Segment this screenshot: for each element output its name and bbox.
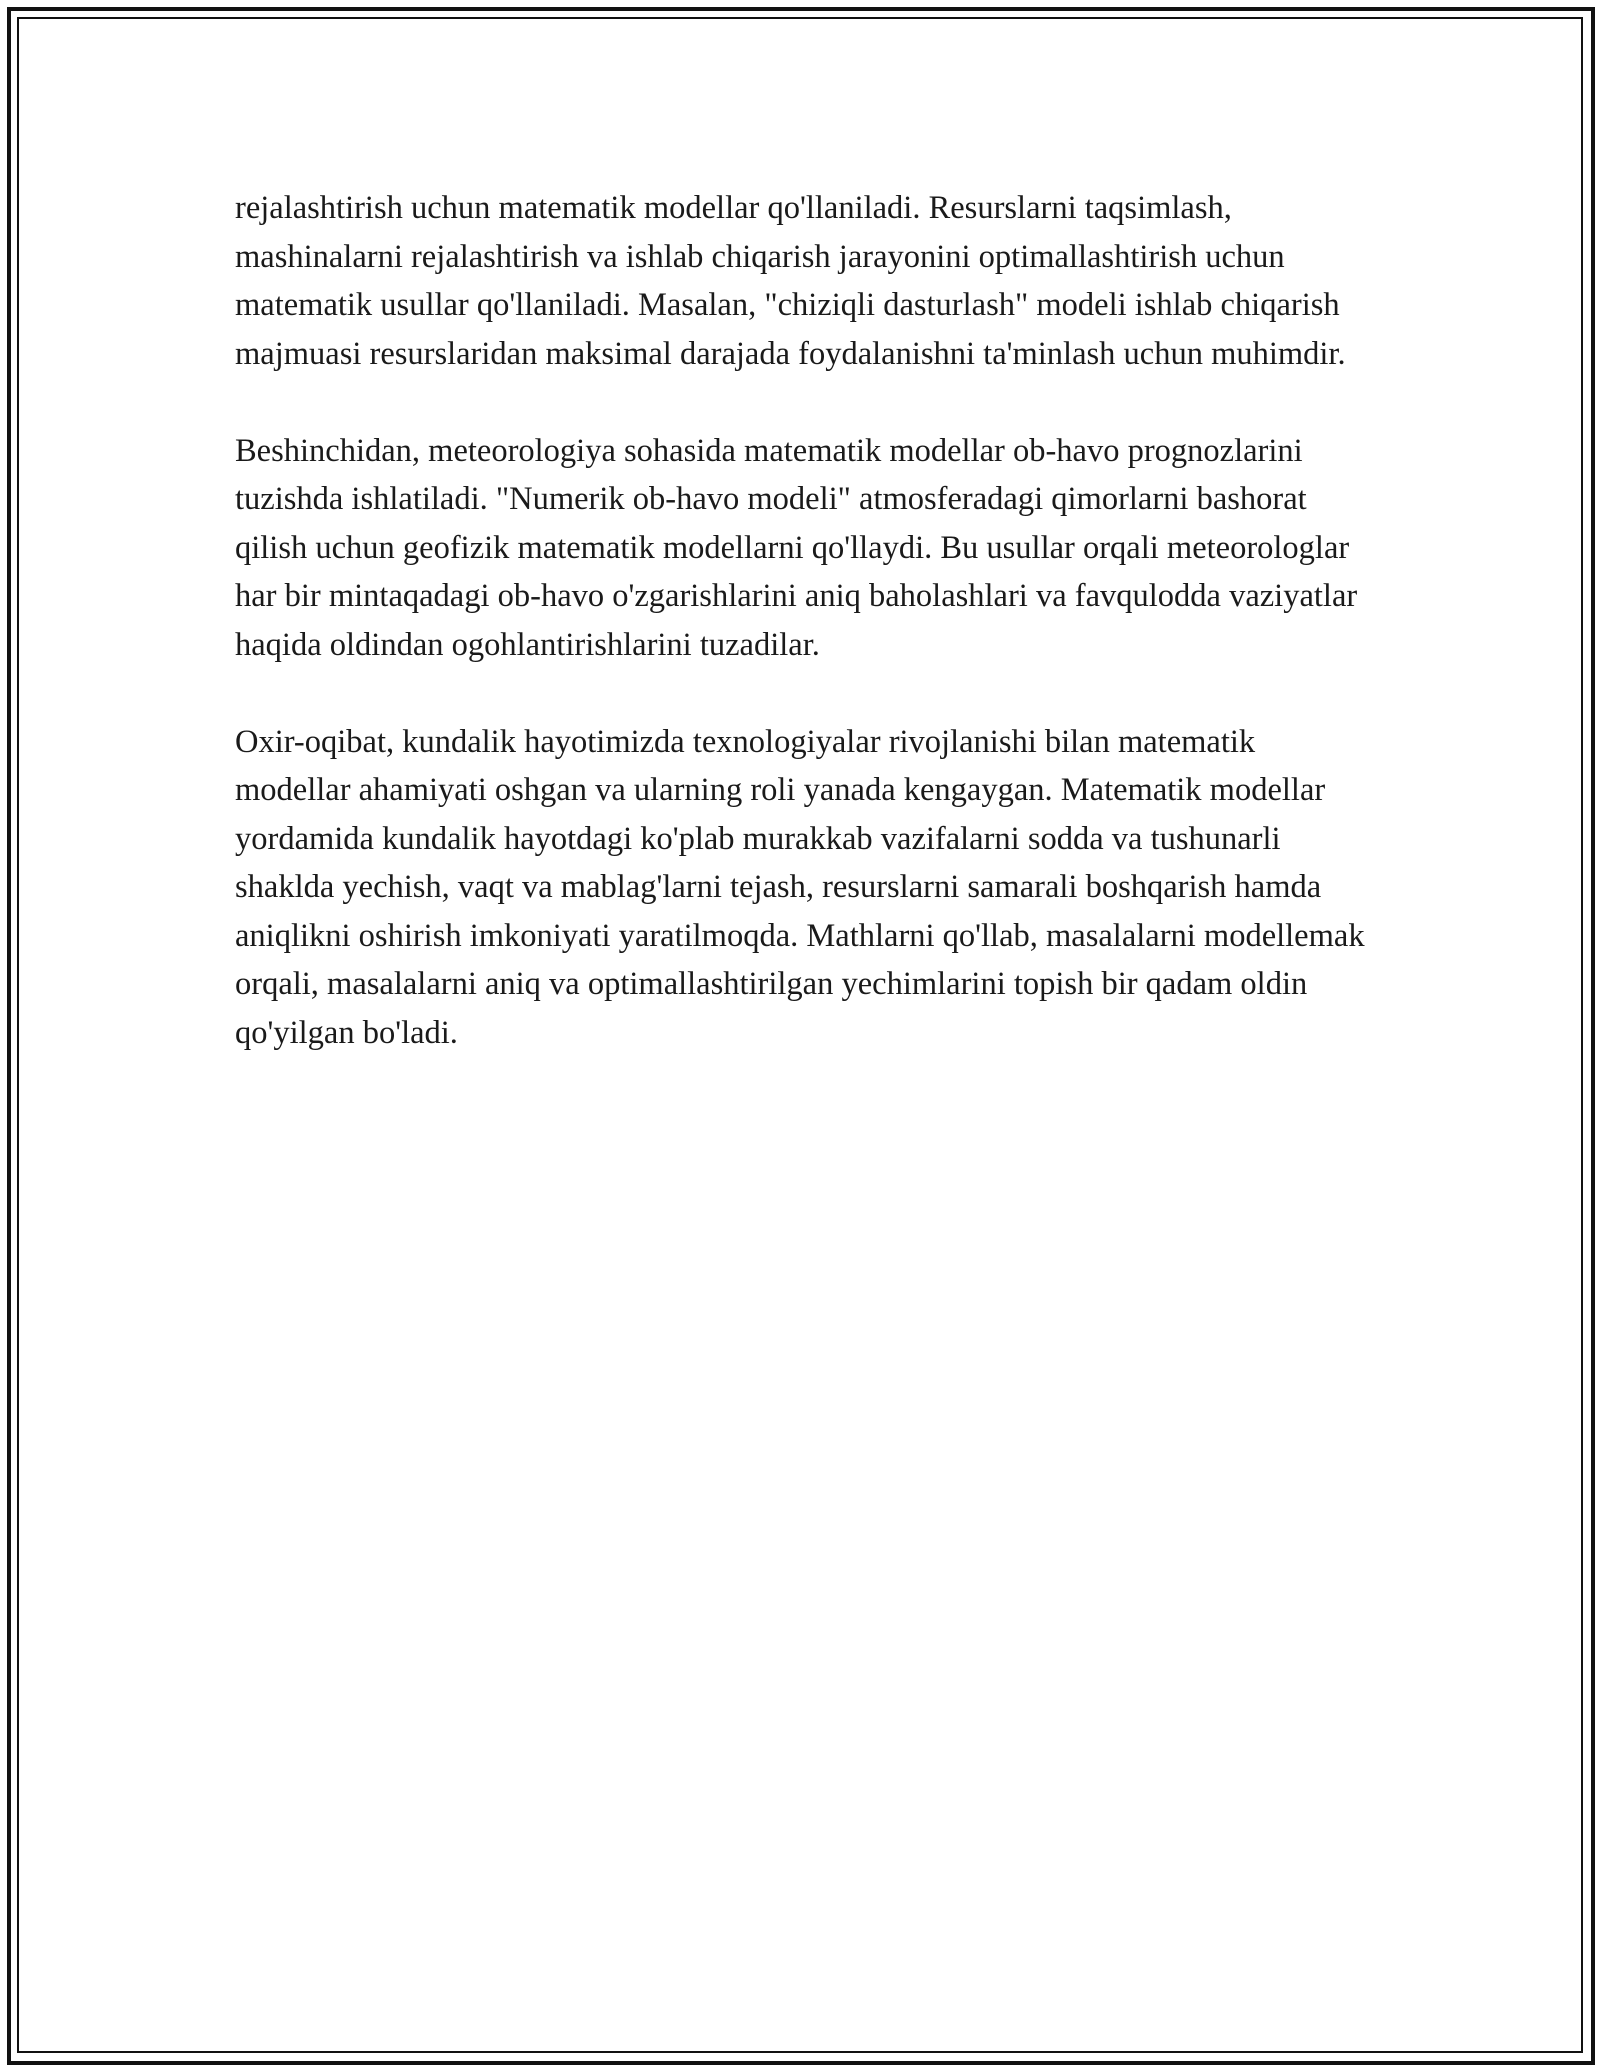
paragraph-resource-planning: rejalashtirish uchun matematik modellar qo'llaniladi. Resurslarni taqsimlash, mashinalarni rejalashtirish va ishlab chiqarish jarayonini optimallashtirish uchun matematik usullar qo'llaniladi. Masalan, "chiziqli dasturlash" modeli ishlab chiqarish majmuasi resurslaridan maksimal darajada foydalanishni ta'minlash uchun muhimdir. xyxy=(235,190,1346,372)
paragraph-meteorology: Beshinchidan, meteorologiya sohasida matematik modellar ob-havo prognozlarini tuzishda ishlatiladi. "Numerik ob-havo modeli" atmosferadagi qimorlarni bashorat qilish uchun geofizik matematik modellarni qo'llaydi. Bu usullar orqali meteorologlar har bir mintaqadagi ob-havo o'zgarishlarini aniq baholashlari va favqulodda vaziyatlar haqida oldindan ogohlantirishlarini tuzadilar. xyxy=(235,432,1358,663)
document-body xyxy=(235,184,1365,1106)
paragraph-conclusion: Oxir-oqibat, kundalik hayotimizda texnologiyalar rivojlanishi bilan matematik modellar ahamiyati oshgan va ularning roli yanada kengaygan. Matematik modellar yordamida kundalik hayotdagi ko'plab murakkab vazifalarni sodda va tushunarli shaklda yechish, vaqt va mablag'larni tejash, resurslarni samarali boshqarish hamda aniqlikni oshirish imkoniyati yaratilmoqda. Mathlarni qo'llab, masalalarni modellemak orqali, masalalarni aniq va optimallashtirilgan yechimlarini topish bir qadam oldin qo'yilgan bo'ladi. xyxy=(235,723,1365,1051)
